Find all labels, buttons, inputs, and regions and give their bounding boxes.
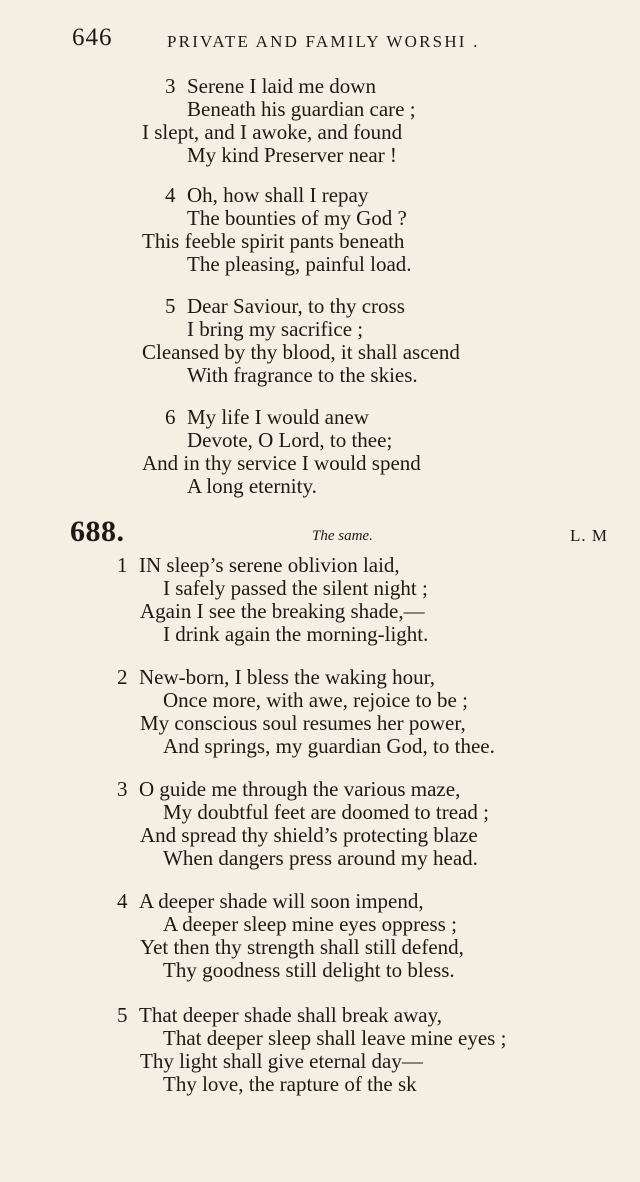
page-number: 646	[72, 24, 113, 51]
stanza-number: 4	[165, 183, 176, 207]
stanza-5-line-1	[165, 296, 405, 317]
stanza-5-line-4: With fragrance to the skies.	[187, 363, 418, 387]
hymn-688-stanza-3-line-2: My doubtful feet are doomed to tread ;	[163, 800, 489, 824]
verse-line: Serene I laid me down	[187, 74, 376, 98]
hymn-688-stanza-2-line-4: And springs, my guardian God, to thee.	[163, 734, 495, 758]
hymn-688-stanza-3-line-3: And spread thy shield’s protecting blaze	[140, 823, 478, 847]
hymn-688-stanza-2-line-3: My conscious soul resumes her power,	[140, 711, 466, 735]
verse-line: O guide me through the various maze,	[139, 777, 461, 801]
hymn-688-stanza-4-line-2: A deeper sleep mine eyes oppress ;	[163, 912, 457, 936]
hymn-title: The same.	[312, 528, 373, 544]
stanza-4-line-3: This feeble spirit pants beneath	[142, 229, 405, 253]
hymn-688-stanza-1-line-4: I drink again the morning-light.	[163, 622, 429, 646]
page-header	[72, 24, 632, 54]
stanza-6-line-1	[165, 407, 369, 428]
stanza-number: 6	[165, 405, 176, 429]
hymn-688-stanza-3-line-4: When dangers press around my head.	[163, 846, 478, 870]
hymn-688-stanza-1-line-2: I safely passed the silent night ;	[163, 576, 428, 600]
stanza-6-line-4: A long eternity.	[187, 474, 317, 498]
stanza-number: 4	[117, 889, 128, 913]
stanza-number: 5	[117, 1003, 128, 1027]
verse-line: IN sleep’s serene oblivion laid,	[139, 553, 400, 577]
hymn-number: 688.	[70, 515, 125, 548]
hymn-688-stanza-1-line-3: Again I see the breaking shade,—	[140, 599, 425, 623]
stanza-number: 2	[117, 665, 128, 689]
hymn-688-stanza-4-line-3: Yet then thy strength shall still defend,	[140, 935, 464, 959]
stanza-4-line-2: The bounties of my God ?	[187, 206, 407, 230]
stanza-3-line-2: Beneath his guardian care ;	[187, 97, 416, 121]
hymn-688-stanza-5-line-1	[117, 1005, 442, 1026]
stanza-4-line-4: The pleasing, painful load.	[187, 252, 412, 276]
hymn-688-stanza-5-line-3: Thy light shall give eternal day—	[140, 1049, 423, 1073]
stanza-number: 5	[165, 294, 176, 318]
stanza-number: 1	[117, 553, 128, 577]
verse-line: New-born, I bless the waking hour,	[139, 665, 436, 689]
meter-label: L. M	[570, 526, 608, 545]
hymn-688-stanza-5-line-2: That deeper sleep shall leave mine eyes ;	[163, 1026, 507, 1050]
stanza-3-line-3: I slept, and I awoke, and found	[142, 120, 403, 144]
stanza-6-line-2: Devote, O Lord, to thee;	[187, 428, 393, 452]
hymn-688-stanza-4-line-4: Thy goodness still delight to bless.	[163, 958, 455, 982]
hymn-688-stanza-1-line-1	[117, 555, 400, 576]
verse-line: A deeper shade will soon impend,	[139, 889, 424, 913]
stanza-4-line-1	[165, 185, 368, 206]
running-title: PRIVATE AND FAMILY WORSHI .	[167, 32, 480, 51]
stanza-number: 3	[117, 777, 128, 801]
hymn-688-stanza-2-line-1	[117, 667, 435, 688]
stanza-5-line-3: Cleansed by thy blood, it shall ascend	[142, 340, 460, 364]
verse-line: Oh, how shall I repay	[187, 183, 369, 207]
hymn-688-stanza-3-line-1	[117, 779, 460, 800]
verse-line: My life I would anew	[187, 405, 369, 429]
hymn-688-stanza-2-line-2: Once more, with awe, rejoice to be ;	[163, 688, 468, 712]
verse-line: That deeper shade shall break away,	[139, 1003, 442, 1027]
stanza-number: 3	[165, 74, 176, 98]
stanza-3-line-1	[165, 76, 376, 97]
stanza-3-line-4: My kind Preserver near !	[187, 143, 397, 167]
verse-line: Dear Saviour, to thy cross	[187, 294, 405, 318]
hymn-688-stanza-4-line-1	[117, 891, 424, 912]
hymn-688-stanza-5-line-4: Thy love, the rapture of the sk	[163, 1072, 417, 1096]
stanza-5-line-2: I bring my sacrifice ;	[187, 317, 364, 341]
stanza-6-line-3: And in thy service I would spend	[142, 451, 421, 475]
